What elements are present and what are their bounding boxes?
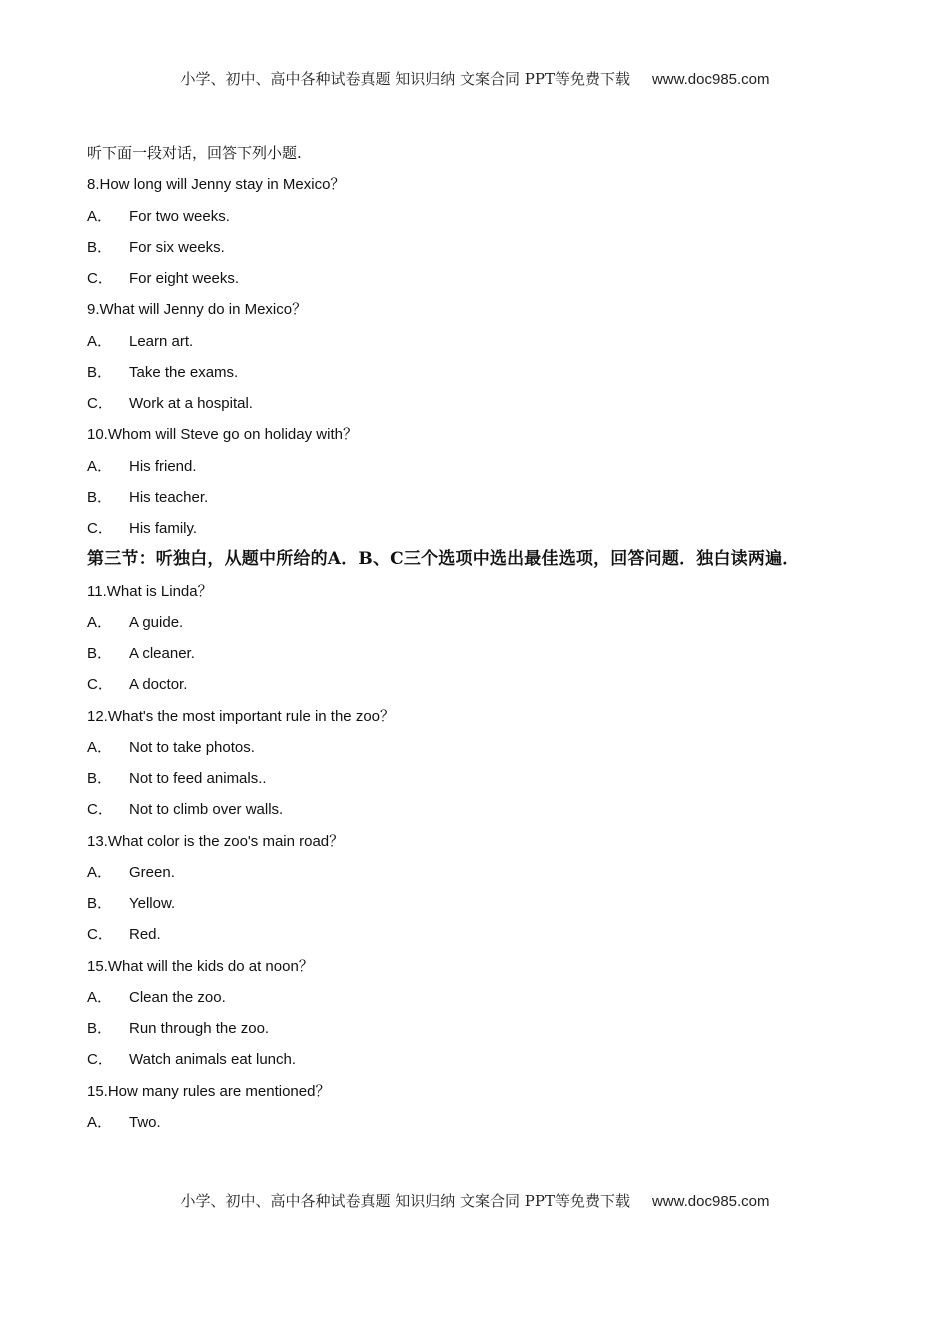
option-text: His teacher. xyxy=(129,488,209,506)
option-text: Red. xyxy=(129,926,161,944)
option-letter: C． xyxy=(87,270,113,287)
question-text: 15.How many rules are mentioned？ xyxy=(87,1082,331,1100)
answer-option xyxy=(87,203,887,234)
option-letter: C． xyxy=(87,676,113,694)
option-letter: A． xyxy=(87,1113,113,1131)
page-header xyxy=(0,68,950,89)
question-group-a xyxy=(87,171,887,546)
option-text: Not to climb over walls. xyxy=(129,801,284,819)
answer-option xyxy=(87,390,887,421)
answer-option xyxy=(87,1015,887,1046)
option-letter: B． xyxy=(87,1020,113,1037)
option-letter: A． xyxy=(87,332,113,350)
question-text: 11.What is Linda？ xyxy=(87,582,213,600)
option-letter: C． xyxy=(87,926,113,944)
answer-option xyxy=(87,515,887,546)
option-text: Watch animals eat lunch. xyxy=(129,1051,297,1069)
answer-option xyxy=(87,609,887,640)
answer-option xyxy=(87,921,887,952)
question-text: 9.What will Jenny do in Mexico？ xyxy=(87,301,308,319)
section-three-title: 第三节：听独白，从题中所给的A．B、C三个选项中选出最佳选项，回答问题．独白读两遍． xyxy=(87,549,800,570)
option-letter: A． xyxy=(87,738,113,756)
option-letter: C． xyxy=(87,520,113,537)
answer-option xyxy=(87,359,887,390)
option-letter: B． xyxy=(87,645,113,662)
option-text: A guide. xyxy=(129,613,184,631)
page-footer xyxy=(0,1190,950,1211)
option-letter: B． xyxy=(87,363,113,381)
option-letter: A． xyxy=(87,207,113,225)
option-text: His friend. xyxy=(129,457,197,475)
option-text: For six weeks. xyxy=(129,238,225,256)
option-letter: A． xyxy=(87,613,113,631)
footer-text: 小学、初中、高中各种试卷真题 知识归纳 文案合同 PPT等免费下载 xyxy=(180,1192,630,1210)
option-text: Yellow. xyxy=(129,895,176,912)
option-text: Learn art. xyxy=(129,332,194,350)
option-text: For two weeks. xyxy=(129,207,230,225)
header-site-link[interactable]: www.doc985.com xyxy=(651,71,770,88)
question-text: 10.Whom will Steve go on holiday with？ xyxy=(87,426,358,444)
question-text: 13.What color is the zoo's main road？ xyxy=(87,832,345,850)
listening-instruction: 听下面一段对话，回答下列小题. xyxy=(87,144,302,162)
option-letter: A． xyxy=(87,863,113,881)
answer-option xyxy=(87,765,887,796)
option-letter: A． xyxy=(87,988,113,1006)
answer-option xyxy=(87,859,887,890)
question-text: 12.What's the most important rule in the zoo？ xyxy=(87,707,396,725)
option-letter: A． xyxy=(87,457,113,475)
option-letter: B． xyxy=(87,895,113,912)
option-text: Two. xyxy=(129,1113,161,1131)
option-text: Take the exams. xyxy=(129,363,239,381)
answer-option xyxy=(87,1109,887,1140)
answer-option xyxy=(87,890,887,921)
answer-option xyxy=(87,1046,887,1077)
option-text: His family. xyxy=(129,520,198,537)
option-letter: B． xyxy=(87,238,113,256)
option-text: For eight weeks. xyxy=(129,270,240,287)
answer-option xyxy=(87,484,887,515)
answer-option xyxy=(87,234,887,265)
option-letter: C． xyxy=(87,395,113,412)
question-text: 15.What will the kids do at noon？ xyxy=(87,957,314,975)
option-text: A doctor. xyxy=(129,676,188,694)
header-text: 小学、初中、高中各种试卷真题 知识归纳 文案合同 PPT等免费下载 xyxy=(180,70,630,88)
option-text: Green. xyxy=(129,863,175,881)
option-text: Not to feed animals.. xyxy=(129,770,267,787)
answer-option xyxy=(87,984,887,1015)
option-letter: B． xyxy=(87,488,113,506)
answer-option xyxy=(87,796,887,827)
option-text: A cleaner. xyxy=(129,645,195,662)
option-letter: C． xyxy=(87,1051,113,1069)
exam-content xyxy=(87,140,887,1140)
option-text: Clean the zoo. xyxy=(129,988,226,1006)
question-group-b xyxy=(87,578,887,1141)
answer-option xyxy=(87,671,887,702)
option-text: Run through the zoo. xyxy=(129,1020,270,1037)
answer-option xyxy=(87,640,887,671)
question-text: 8.How long will Jenny stay in Mexico？ xyxy=(87,176,346,194)
answer-option xyxy=(87,328,887,359)
footer-site-link[interactable]: www.doc985.com xyxy=(651,1193,770,1210)
option-text: Not to take photos. xyxy=(129,738,255,756)
option-text: Work at a hospital. xyxy=(129,395,253,412)
option-letter: B． xyxy=(87,770,113,787)
answer-option xyxy=(87,734,887,765)
option-letter: C． xyxy=(87,801,113,819)
answer-option xyxy=(87,453,887,484)
answer-option xyxy=(87,265,887,296)
